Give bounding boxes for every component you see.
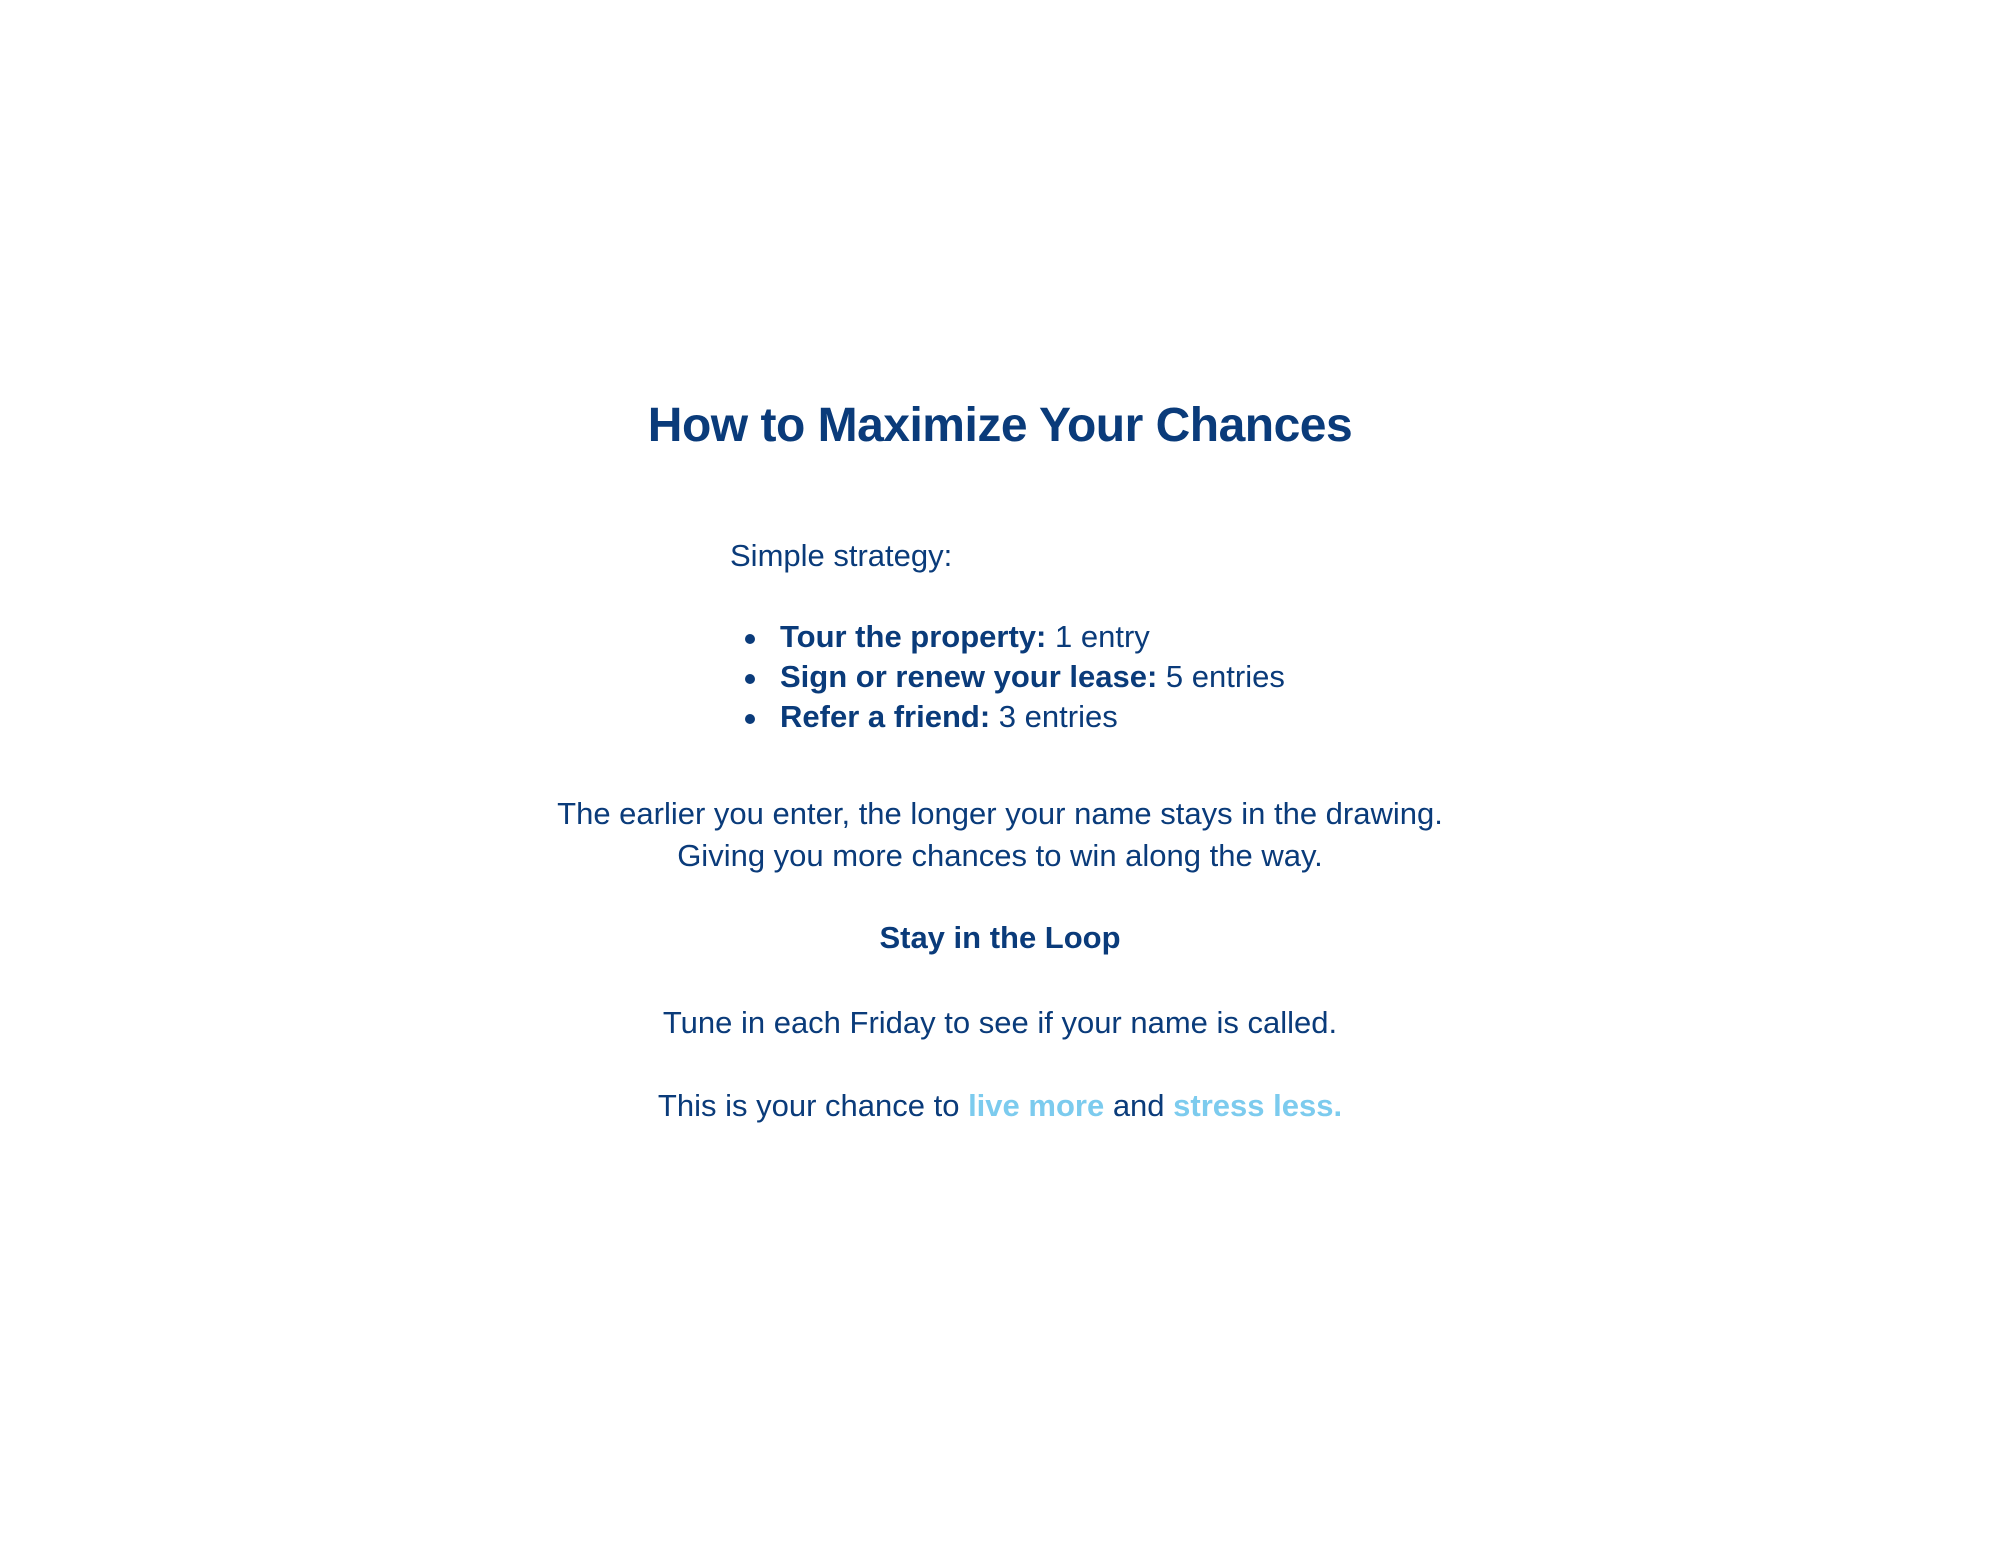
list-item — [745, 617, 1285, 657]
entries-list — [745, 617, 1285, 737]
friday-text: Tune in each Friday to see if your name is called. — [662, 1005, 1338, 1040]
section-subheading: Stay in the Loop — [879, 920, 1121, 955]
list-item — [745, 697, 1285, 737]
entry-value: 3 entries — [998, 699, 1118, 734]
closing-middle: and — [1112, 1088, 1165, 1123]
bullet-icon — [745, 674, 755, 684]
entry-value: 5 entries — [1165, 659, 1285, 694]
entry-label: Sign or renew your lease: — [780, 659, 1158, 694]
entry-label: Refer a friend: — [780, 699, 991, 734]
closing-accent-stress-less: stress less. — [1173, 1088, 1343, 1123]
paragraph-line: Giving you more chances to win along the way. — [677, 838, 1323, 873]
bullet-icon — [745, 714, 755, 724]
closing-accent-live-more: live more — [968, 1088, 1105, 1123]
closing-line — [0, 1088, 2000, 1124]
closing-prefix: This is your chance to — [657, 1088, 960, 1123]
bullet-icon — [745, 634, 755, 644]
intro-text: Simple strategy: — [730, 538, 953, 573]
list-item — [745, 657, 1285, 697]
page-title: How to Maximize Your Chances — [647, 399, 1353, 452]
entry-value: 1 entry — [1055, 619, 1150, 654]
entry-label: Tour the property: — [780, 619, 1047, 654]
paragraph-line: The earlier you enter, the longer your name stays in the drawing. — [557, 796, 1443, 831]
